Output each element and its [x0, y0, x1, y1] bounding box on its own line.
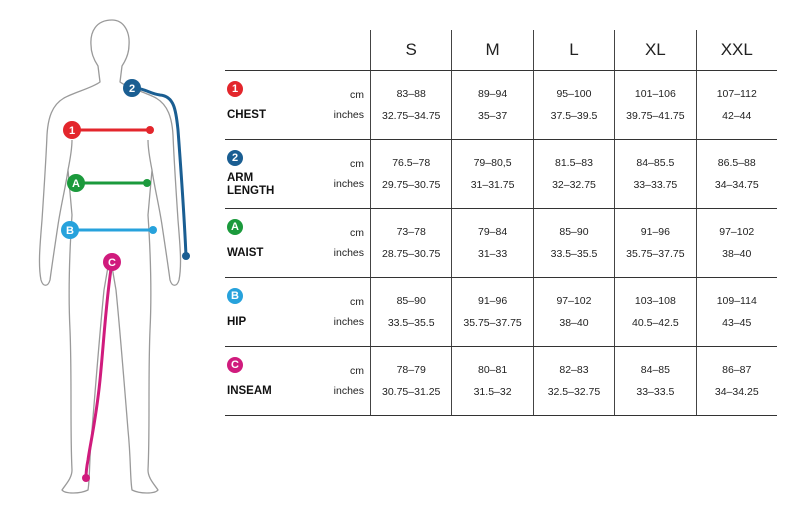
value-cm: 79–80,5 [473, 157, 512, 169]
value-inches: 35–37 [477, 110, 508, 122]
value-inches: 32–32.75 [552, 179, 596, 191]
value-cm: 91–96 [640, 226, 670, 238]
value-inches: 35.75–37.75 [463, 317, 522, 329]
cell-arm-xl [614, 140, 695, 208]
value-cm: 95–100 [556, 88, 592, 100]
cell-hip-m [451, 278, 532, 346]
table-header-row [225, 30, 777, 71]
value-cm: 84–85 [640, 364, 670, 376]
cell-arm-xxl [696, 140, 777, 208]
table-row-inseam [225, 347, 777, 416]
value-cm: 91–96 [477, 295, 508, 307]
value-cm: 78–79 [396, 364, 426, 376]
header-size-m: M [451, 30, 532, 70]
cell-inseam-l [533, 347, 614, 415]
value-cm: 101–106 [634, 88, 676, 100]
cell-chest-l [533, 71, 614, 139]
row-label-cell [225, 209, 370, 277]
badge-inseam-figure-label: C [108, 257, 116, 269]
unit-inches-label: inches [333, 247, 364, 259]
header-size-xl: XL [614, 30, 695, 70]
row-label-cell [225, 71, 370, 139]
value-cm: 85–90 [559, 226, 589, 238]
cell-chest-s [370, 71, 451, 139]
value-cm: 83–88 [396, 88, 426, 100]
table-row-chest [225, 71, 777, 140]
value-inches: 37.5–39.5 [550, 110, 598, 122]
measure-line-arm [123, 79, 190, 260]
unit-inches-label: inches [333, 316, 364, 328]
value-inches: 33–33.75 [633, 179, 678, 191]
measure-line-hip [61, 221, 157, 239]
badge-hip-figure-label: B [66, 225, 74, 237]
cell-chest-xxl [696, 71, 777, 139]
value-cm: 81.5–83 [554, 157, 593, 169]
value-cm: 84–85.5 [636, 157, 675, 169]
value-inches: 31–31.75 [470, 179, 515, 191]
cell-hip-l [533, 278, 614, 346]
row-label-cell [225, 347, 370, 415]
unit-cm-label: cm [350, 89, 364, 101]
value-cm: 109–114 [716, 295, 757, 307]
cell-arm-s [370, 140, 451, 208]
value-cm: 97–102 [556, 295, 592, 307]
value-inches: 31.5–32 [473, 386, 512, 398]
badge-chest: 1 [227, 81, 243, 97]
cell-hip-s [370, 278, 451, 346]
value-inches: 28.75–30.75 [381, 248, 441, 260]
value-cm: 97–102 [719, 226, 755, 238]
cell-chest-m [451, 71, 532, 139]
value-cm: 82–83 [559, 364, 589, 376]
cell-waist-xl [614, 209, 695, 277]
value-cm: 85–90 [396, 295, 426, 307]
body-figure-illustration [0, 0, 215, 506]
cell-arm-m [451, 140, 532, 208]
value-inches: 38–40 [722, 248, 752, 260]
unit-cm-label: cm [350, 365, 364, 377]
cell-waist-l [533, 209, 614, 277]
cell-inseam-s [370, 347, 451, 415]
value-inches: 39.75–41.75 [626, 110, 685, 122]
measure-line-waist [67, 174, 151, 192]
value-inches: 31–33 [477, 248, 508, 260]
value-inches: 33.5–35.5 [550, 248, 598, 260]
value-inches: 29.75–30.75 [381, 179, 441, 191]
badge-inseam: C [227, 357, 243, 373]
measurement-name: ARM [227, 172, 254, 184]
header-size-xxl: XXL [696, 30, 777, 70]
cell-inseam-m [451, 347, 532, 415]
value-inches: 33.5–35.5 [387, 317, 435, 329]
badge-waist-figure-label: A [72, 178, 80, 190]
value-cm: 107–112 [716, 88, 757, 100]
measurement-name: INSEAM [227, 385, 272, 397]
table-row-arm [225, 140, 777, 209]
value-cm: 79–84 [477, 226, 508, 238]
value-cm: 86–87 [722, 364, 752, 376]
cell-inseam-xxl [696, 347, 777, 415]
value-cm: 89–94 [477, 88, 508, 100]
badge-arm: 2 [227, 150, 243, 166]
unit-cm-label: cm [350, 296, 364, 308]
unit-cm-label: cm [350, 158, 364, 170]
table-row-hip [225, 278, 777, 347]
value-cm: 73–78 [396, 226, 426, 238]
badge-hip: B [227, 288, 243, 304]
cell-waist-xxl [696, 209, 777, 277]
measure-line-chest [63, 121, 154, 139]
value-inches: 34–34.75 [714, 179, 759, 191]
value-inches: 33–33.5 [636, 386, 675, 398]
value-inches: 32.75–34.75 [381, 110, 441, 122]
cell-inseam-xl [614, 347, 695, 415]
cell-hip-xxl [696, 278, 777, 346]
cell-arm-l [533, 140, 614, 208]
header-size-l: L [533, 30, 614, 70]
value-cm: 86.5–88 [717, 157, 756, 169]
value-inches: 42–44 [722, 110, 752, 122]
cell-waist-m [451, 209, 532, 277]
measurement-name-line2: LENGTH [227, 185, 275, 197]
cell-chest-xl [614, 71, 695, 139]
value-cm: 80–81 [477, 364, 508, 376]
value-inches: 38–40 [559, 317, 589, 329]
value-inches: 35.75–37.75 [626, 248, 685, 260]
badge-arm-figure-label: 2 [128, 83, 136, 95]
badge-waist: A [227, 219, 243, 235]
table-row-waist [225, 209, 777, 278]
header-label-spacer [225, 30, 370, 70]
value-cm: 76.5–78 [392, 157, 431, 169]
measurement-name: HIP [227, 316, 247, 328]
unit-inches-label: inches [333, 178, 364, 190]
unit-inches-label: inches [333, 109, 364, 121]
unit-cm-label: cm [350, 227, 364, 239]
value-inches: 34–34.25 [714, 386, 759, 398]
value-inches: 30.75–31.25 [381, 386, 441, 398]
measurement-name: CHEST [227, 109, 266, 121]
value-inches: 43–45 [722, 317, 752, 329]
row-label-cell [225, 278, 370, 346]
size-chart-table [225, 30, 777, 416]
unit-inches-label: inches [333, 385, 364, 397]
badge-chest-figure-label: 1 [68, 125, 76, 137]
row-label-cell [225, 140, 370, 208]
cell-hip-xl [614, 278, 695, 346]
header-size-s: S [370, 30, 451, 70]
value-cm: 103–108 [634, 295, 676, 307]
measurement-name: WAIST [227, 247, 264, 259]
cell-waist-s [370, 209, 451, 277]
value-inches: 32.5–32.75 [547, 386, 601, 398]
value-inches: 40.5–42.5 [632, 317, 679, 329]
